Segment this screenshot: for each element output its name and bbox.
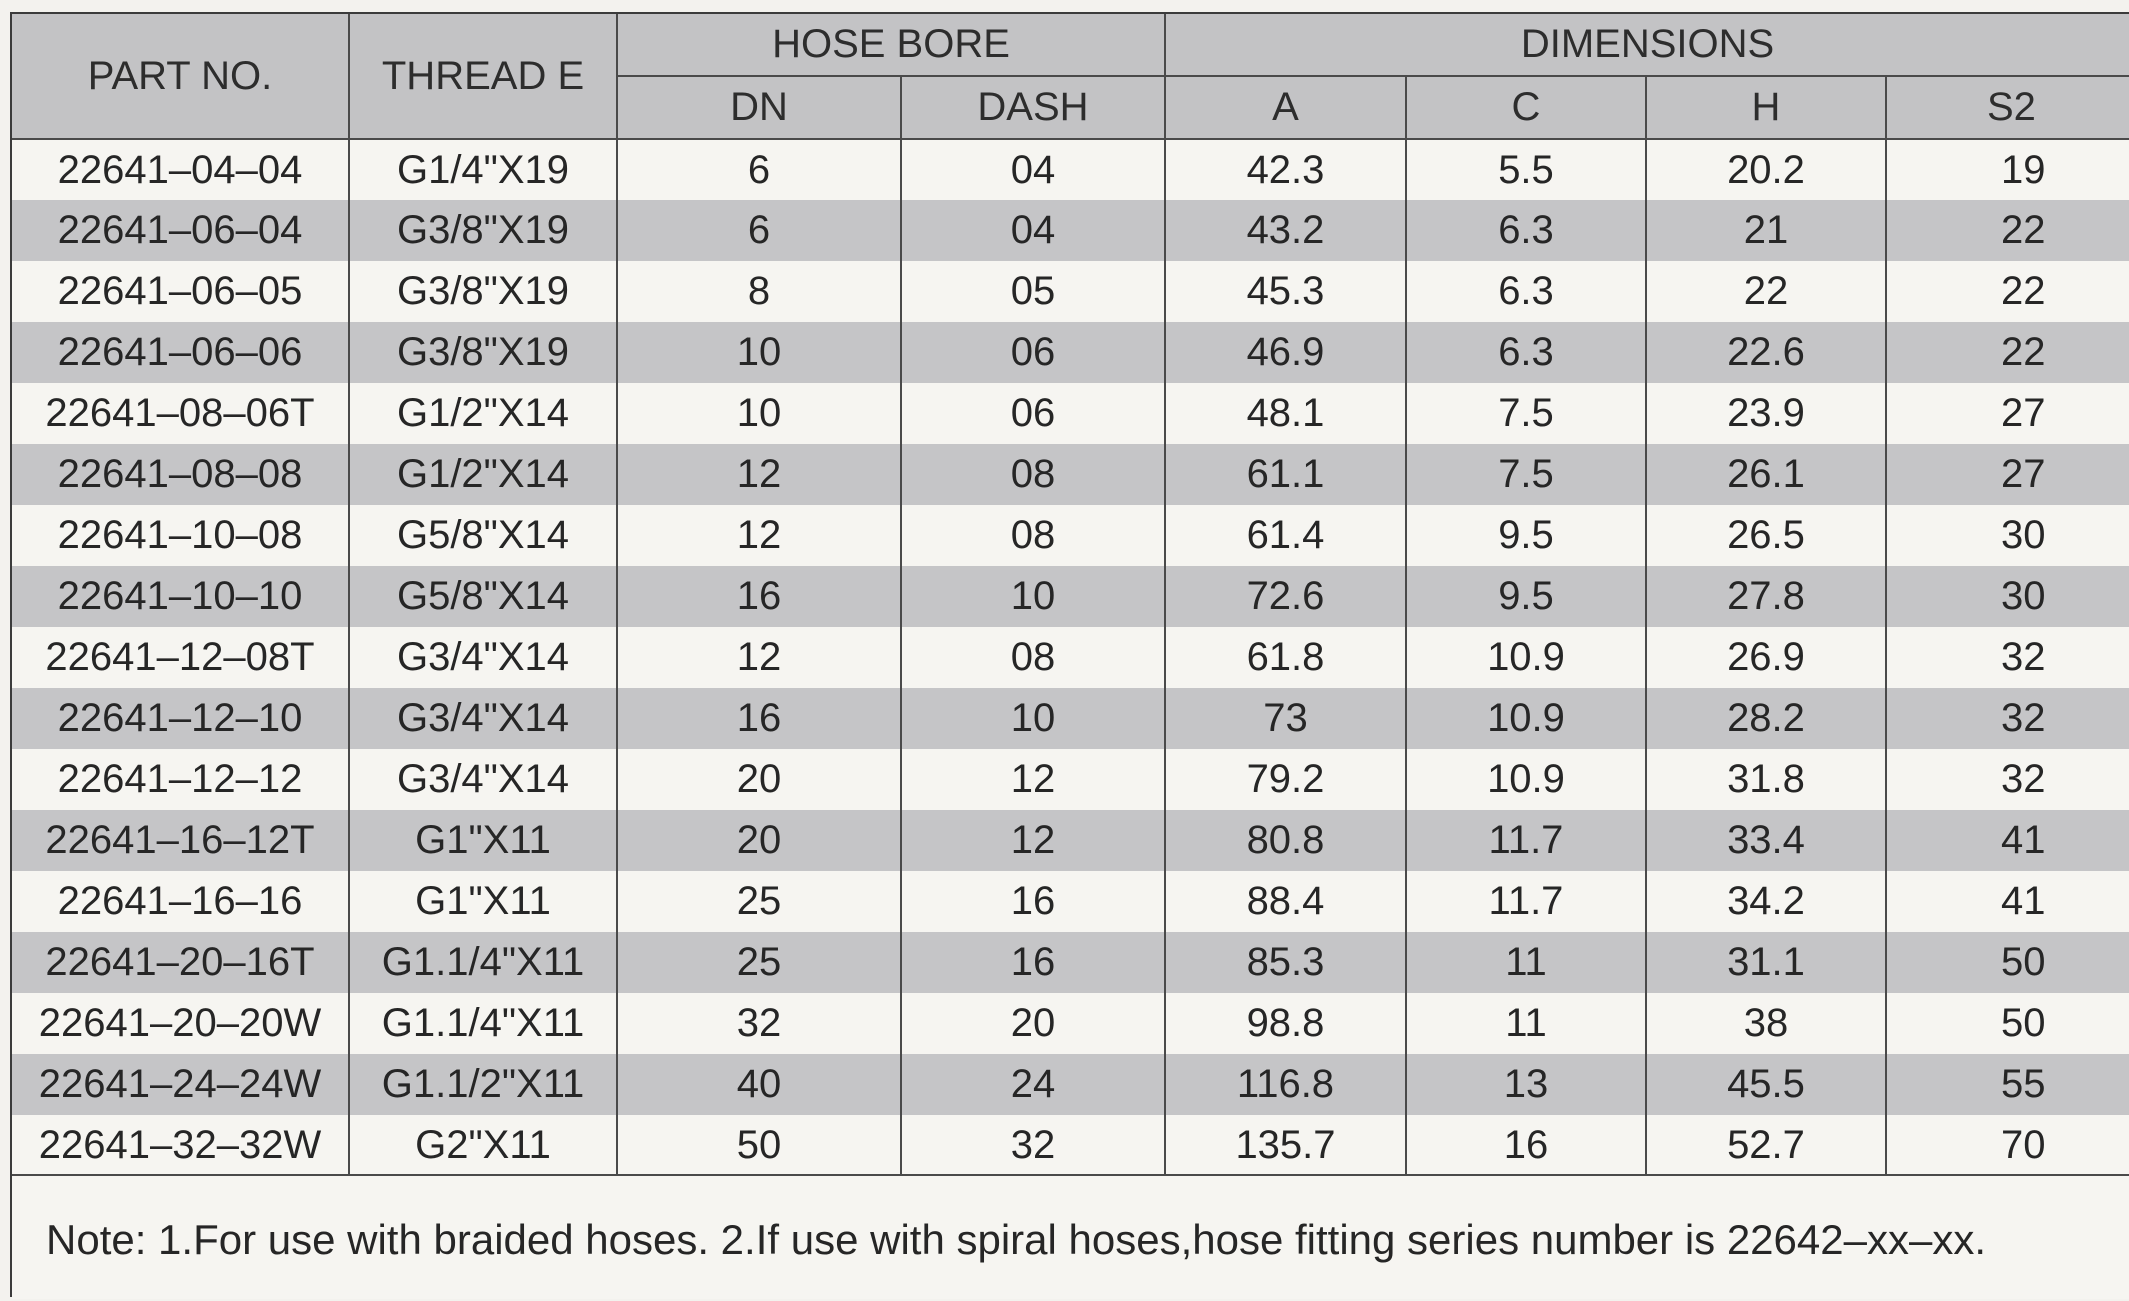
cell-dim-s2: 27 xyxy=(1886,444,2129,505)
cell-dim-c: 16 xyxy=(1406,1115,1646,1176)
cell-dim-a: 116.8 xyxy=(1165,1054,1406,1115)
cell-thread-e: G1.1/2"X11 xyxy=(349,1054,617,1115)
cell-dim-s2: 22 xyxy=(1886,261,2129,322)
cell-dim-s2: 27 xyxy=(1886,383,2129,444)
cell-dim-a: 80.8 xyxy=(1165,810,1406,871)
cell-dash: 06 xyxy=(901,383,1165,444)
cell-dim-h: 31.8 xyxy=(1646,749,1886,810)
cell-dim-a: 42.3 xyxy=(1165,139,1406,200)
cell-dim-a: 46.9 xyxy=(1165,322,1406,383)
cell-dim-c: 10.9 xyxy=(1406,749,1646,810)
cell-dim-c: 9.5 xyxy=(1406,505,1646,566)
header-c: C xyxy=(1406,76,1646,139)
cell-dim-s2: 70 xyxy=(1886,1115,2129,1176)
header-a: A xyxy=(1165,76,1406,139)
cell-dim-s2: 41 xyxy=(1886,810,2129,871)
cell-dim-h: 22.6 xyxy=(1646,322,1886,383)
header-dash: DASH xyxy=(901,76,1165,139)
cell-dim-s2: 19 xyxy=(1886,139,2129,200)
cell-dim-c: 5.5 xyxy=(1406,139,1646,200)
cell-dim-a: 85.3 xyxy=(1165,932,1406,993)
cell-dim-a: 43.2 xyxy=(1165,200,1406,261)
cell-thread-e: G1/2"X14 xyxy=(349,383,617,444)
cell-dim-s2: 32 xyxy=(1886,688,2129,749)
cell-dim-a: 88.4 xyxy=(1165,871,1406,932)
header-hose-bore: HOSE BORE xyxy=(617,14,1165,76)
table-row xyxy=(12,200,2129,261)
cell-part-no: 22641–32–32W xyxy=(12,1115,349,1176)
cell-dn: 8 xyxy=(617,261,901,322)
cell-dim-h: 26.1 xyxy=(1646,444,1886,505)
cell-dn: 16 xyxy=(617,566,901,627)
cell-dim-h: 20.2 xyxy=(1646,139,1886,200)
cell-dim-s2: 50 xyxy=(1886,993,2129,1054)
cell-dash: 20 xyxy=(901,993,1165,1054)
cell-dash: 08 xyxy=(901,444,1165,505)
cell-part-no: 22641–16–12T xyxy=(12,810,349,871)
fitting-spec-table xyxy=(12,14,2129,1176)
cell-dash: 16 xyxy=(901,871,1165,932)
cell-dash: 08 xyxy=(901,505,1165,566)
cell-dim-s2: 30 xyxy=(1886,505,2129,566)
cell-dim-s2: 41 xyxy=(1886,871,2129,932)
cell-dn: 20 xyxy=(617,749,901,810)
cell-part-no: 22641–20–20W xyxy=(12,993,349,1054)
cell-dash: 10 xyxy=(901,566,1165,627)
cell-thread-e: G1"X11 xyxy=(349,871,617,932)
header-part-no: PART NO. xyxy=(12,14,349,139)
cell-dim-h: 31.1 xyxy=(1646,932,1886,993)
cell-dim-c: 9.5 xyxy=(1406,566,1646,627)
table-row xyxy=(12,688,2129,749)
cell-dim-h: 38 xyxy=(1646,993,1886,1054)
cell-thread-e: G3/8"X19 xyxy=(349,261,617,322)
cell-dn: 12 xyxy=(617,444,901,505)
spec-sheet xyxy=(10,12,2129,1297)
table-body xyxy=(12,139,2129,1176)
cell-dn: 12 xyxy=(617,627,901,688)
cell-dim-s2: 22 xyxy=(1886,200,2129,261)
cell-dim-s2: 32 xyxy=(1886,627,2129,688)
cell-dim-c: 7.5 xyxy=(1406,444,1646,505)
cell-dim-c: 11 xyxy=(1406,932,1646,993)
cell-dim-h: 22 xyxy=(1646,261,1886,322)
cell-dash: 08 xyxy=(901,627,1165,688)
cell-dim-a: 135.7 xyxy=(1165,1115,1406,1176)
cell-dim-h: 52.7 xyxy=(1646,1115,1886,1176)
cell-dim-c: 6.3 xyxy=(1406,261,1646,322)
table-row xyxy=(12,749,2129,810)
table-row xyxy=(12,444,2129,505)
cell-dim-a: 45.3 xyxy=(1165,261,1406,322)
cell-thread-e: G3/4"X14 xyxy=(349,749,617,810)
cell-dim-a: 79.2 xyxy=(1165,749,1406,810)
cell-dn: 40 xyxy=(617,1054,901,1115)
cell-dn: 10 xyxy=(617,322,901,383)
cell-dn: 25 xyxy=(617,871,901,932)
cell-thread-e: G3/8"X19 xyxy=(349,322,617,383)
cell-part-no: 22641–04–04 xyxy=(12,139,349,200)
header-s2: S2 xyxy=(1886,76,2129,139)
cell-dash: 12 xyxy=(901,810,1165,871)
cell-dim-h: 28.2 xyxy=(1646,688,1886,749)
cell-dim-a: 61.8 xyxy=(1165,627,1406,688)
cell-part-no: 22641–20–16T xyxy=(12,932,349,993)
header-h: H xyxy=(1646,76,1886,139)
cell-part-no: 22641–12–08T xyxy=(12,627,349,688)
cell-dim-s2: 30 xyxy=(1886,566,2129,627)
cell-dn: 10 xyxy=(617,383,901,444)
table-row xyxy=(12,383,2129,444)
table-row xyxy=(12,505,2129,566)
cell-dn: 50 xyxy=(617,1115,901,1176)
table-row xyxy=(12,566,2129,627)
cell-dim-s2: 55 xyxy=(1886,1054,2129,1115)
table-row xyxy=(12,322,2129,383)
cell-dn: 32 xyxy=(617,993,901,1054)
cell-dim-c: 11.7 xyxy=(1406,810,1646,871)
cell-dim-c: 10.9 xyxy=(1406,688,1646,749)
table-row xyxy=(12,627,2129,688)
cell-dim-h: 21 xyxy=(1646,200,1886,261)
cell-dim-c: 10.9 xyxy=(1406,627,1646,688)
cell-dash: 04 xyxy=(901,139,1165,200)
header-thread-e: THREAD E xyxy=(349,14,617,139)
cell-dim-h: 45.5 xyxy=(1646,1054,1886,1115)
cell-dn: 20 xyxy=(617,810,901,871)
cell-part-no: 22641–12–10 xyxy=(12,688,349,749)
cell-dim-s2: 22 xyxy=(1886,322,2129,383)
cell-thread-e: G1/4"X19 xyxy=(349,139,617,200)
cell-thread-e: G1"X11 xyxy=(349,810,617,871)
table-header xyxy=(12,14,2129,139)
cell-dim-a: 61.4 xyxy=(1165,505,1406,566)
header-dimensions: DIMENSIONS xyxy=(1165,14,2129,76)
table-row xyxy=(12,993,2129,1054)
cell-part-no: 22641–08–06T xyxy=(12,383,349,444)
cell-dn: 25 xyxy=(617,932,901,993)
cell-part-no: 22641–08–08 xyxy=(12,444,349,505)
cell-dim-h: 33.4 xyxy=(1646,810,1886,871)
table-row xyxy=(12,1115,2129,1176)
note-area xyxy=(12,1174,2129,1299)
note-text: Note: 1.For use with braided hoses. 2.If use with spiral hoses,hose fitting series number is 22642–xx–xx. xyxy=(46,1216,1986,1263)
cell-thread-e: G3/4"X14 xyxy=(349,688,617,749)
cell-dim-s2: 32 xyxy=(1886,749,2129,810)
cell-dash: 16 xyxy=(901,932,1165,993)
cell-thread-e: G5/8"X14 xyxy=(349,566,617,627)
cell-dim-c: 7.5 xyxy=(1406,383,1646,444)
header-dn: DN xyxy=(617,76,901,139)
cell-dash: 32 xyxy=(901,1115,1165,1176)
cell-thread-e: G1.1/4"X11 xyxy=(349,932,617,993)
cell-dim-a: 98.8 xyxy=(1165,993,1406,1054)
cell-thread-e: G2"X11 xyxy=(349,1115,617,1176)
table-row xyxy=(12,932,2129,993)
cell-part-no: 22641–24–24W xyxy=(12,1054,349,1115)
cell-dn: 6 xyxy=(617,139,901,200)
cell-dash: 10 xyxy=(901,688,1165,749)
table-row xyxy=(12,810,2129,871)
cell-thread-e: G1.1/4"X11 xyxy=(349,993,617,1054)
cell-dim-a: 61.1 xyxy=(1165,444,1406,505)
cell-dim-h: 27.8 xyxy=(1646,566,1886,627)
table-row xyxy=(12,261,2129,322)
cell-dn: 6 xyxy=(617,200,901,261)
cell-part-no: 22641–12–12 xyxy=(12,749,349,810)
cell-thread-e: G5/8"X14 xyxy=(349,505,617,566)
cell-thread-e: G3/4"X14 xyxy=(349,627,617,688)
cell-part-no: 22641–10–08 xyxy=(12,505,349,566)
cell-thread-e: G3/8"X19 xyxy=(349,200,617,261)
table-row xyxy=(12,1054,2129,1115)
cell-dash: 06 xyxy=(901,322,1165,383)
cell-dn: 16 xyxy=(617,688,901,749)
cell-part-no: 22641–16–16 xyxy=(12,871,349,932)
cell-dim-a: 48.1 xyxy=(1165,383,1406,444)
cell-dash: 12 xyxy=(901,749,1165,810)
cell-dim-a: 72.6 xyxy=(1165,566,1406,627)
cell-dim-s2: 50 xyxy=(1886,932,2129,993)
cell-dim-a: 73 xyxy=(1165,688,1406,749)
cell-dn: 12 xyxy=(617,505,901,566)
cell-dash: 05 xyxy=(901,261,1165,322)
cell-dim-c: 13 xyxy=(1406,1054,1646,1115)
cell-dim-c: 6.3 xyxy=(1406,322,1646,383)
table-row xyxy=(12,139,2129,200)
cell-part-no: 22641–06–06 xyxy=(12,322,349,383)
cell-dim-h: 34.2 xyxy=(1646,871,1886,932)
cell-dim-h: 26.5 xyxy=(1646,505,1886,566)
cell-part-no: 22641–06–05 xyxy=(12,261,349,322)
cell-dim-c: 6.3 xyxy=(1406,200,1646,261)
cell-dim-c: 11 xyxy=(1406,993,1646,1054)
cell-dim-h: 23.9 xyxy=(1646,383,1886,444)
cell-thread-e: G1/2"X14 xyxy=(349,444,617,505)
cell-dim-h: 26.9 xyxy=(1646,627,1886,688)
cell-dash: 04 xyxy=(901,200,1165,261)
cell-dim-c: 11.7 xyxy=(1406,871,1646,932)
cell-part-no: 22641–10–10 xyxy=(12,566,349,627)
table-row xyxy=(12,871,2129,932)
cell-part-no: 22641–06–04 xyxy=(12,200,349,261)
cell-dash: 24 xyxy=(901,1054,1165,1115)
